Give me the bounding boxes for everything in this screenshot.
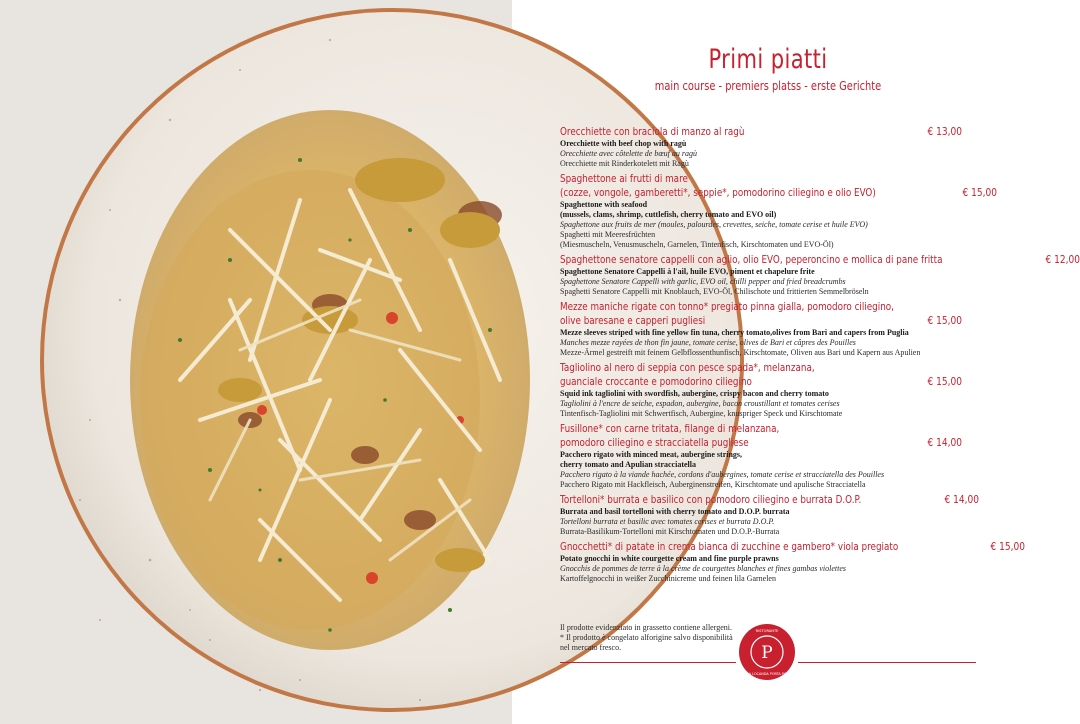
dish-desc-fr: Spaghettone aux fruits de mer (moules, palourdes, crevettes, seiche, tomate cerise et huile EVO) (560, 220, 868, 229)
dish-desc-de: (Miesmuscheln, Venusmuscheln, Garnelen, Tintenfisch, Kirschtomaten und EVO-Öl) (560, 240, 834, 249)
dish-desc-fr: Manches mezze rayées de thon fin jaune, tomate cerise, olives de Bari et câpres des Pouilles (560, 338, 856, 347)
dish-name: Fusillone* con carne tritata, filange di melanzana, (560, 422, 780, 435)
dish-name-row (560, 125, 962, 139)
dish-item (560, 422, 962, 490)
dish-desc-en: (mussels, clams, shrimp, cuttlefish, cherry tomato and EVO oil) (560, 210, 777, 219)
note-line: Il prodotte evidenziato in grassetto contiene allergeni. (560, 623, 733, 632)
dish-price: € 14,00 (927, 436, 962, 449)
logo-text-top: RISTORANTE (755, 629, 779, 633)
dish-price: € 13,00 (927, 125, 962, 138)
dish-desc-fr: Tortelloni burrata et basilic avec tomates cerises et burrata D.O.P. (560, 517, 775, 526)
dish-name-row (560, 422, 962, 436)
footer-rule-right (798, 662, 976, 663)
dish-desc-de: Tintenfisch-Tagliolini mit Schwertfisch, Aubergine, knuspriger Speck und Kirschtomate (560, 409, 843, 418)
logo-monogram: P (761, 643, 773, 663)
dish-name-row (560, 493, 979, 507)
dish-name-cont: pomodoro ciliegino e stracciatella pugliese (560, 436, 749, 449)
dish-desc-de: Pacchero Rigato mit Hackfleisch, Auberginenstreifen, Kirschtomate und apulische Stracciatella (560, 480, 866, 489)
allergen-notes (560, 623, 733, 653)
dish-desc-fr: Tagliolini à l'encre de seiche, espadon, aubergine, bacon croustillant et tomates cerises (560, 399, 840, 408)
page-subtitle: main course - premiers platss - erste Gerichte (654, 79, 882, 93)
dish-desc-en: Pacchero rigato with minced meat, aubergine strings, (560, 450, 743, 459)
dish-name-row (560, 186, 997, 200)
dish-name: Gnocchetti* di patate in crema bianca di zucchine e gambero* viola pregiato (560, 540, 899, 553)
dish-desc-en: Burrata and basil tortelloni with cherry tomato and D.O.P. burrata (560, 507, 790, 516)
menu-page (512, 0, 1080, 724)
dish-name: Tortelloni* burrata e basilico con pomodoro ciliegino e burrata D.O.P. (560, 493, 862, 506)
dish-desc-en: cherry tomato and Apulian stracciatella (560, 460, 696, 469)
dish-name-cont: guanciale croccante e pomodorino ciliegino (560, 375, 752, 388)
dish-name: Spaghettone senatore cappelli con aglio, olio EVO, peperoncino e mollica di pane fritta (560, 253, 943, 266)
dish-desc-en: Potato gnocchi in white courgette cream and fine purple prawns (560, 554, 779, 563)
dish-name-row (560, 172, 962, 186)
dish-name: Mezze maniche rigate con tonno* pregiato pinna gialla, pomodoro ciliegino, (560, 300, 894, 313)
dish-name-row (560, 253, 1080, 267)
dish-desc-fr: Spaghettone Senatore Cappelli with garlic, EVO oil, chilli pepper and fried breadcrumbs (560, 277, 846, 286)
dish-desc-de: Spaghetti mit Meeresfrüchten (560, 230, 656, 239)
dish-desc-de: Burrata-Basilikum-Tortelloni mit Kirschtomaten und D.O.P.-Burrata (560, 527, 780, 536)
dish-item (560, 361, 962, 419)
dish-price: € 15,00 (990, 540, 1025, 553)
footer-rule-left (560, 662, 736, 663)
note-line: * Il prodotto è congelato alforigine salvo disponibilità (560, 633, 733, 642)
dish-name-row (560, 300, 962, 314)
dish-desc-en: Mezze sleeves striped with fine yellow fin tuna, cherry tomato,olives from Bari and capers from Puglia (560, 328, 909, 337)
page-title: Primi piatti (708, 44, 828, 75)
dish-desc-en: Spaghettone Senatore Cappelli à l'ail, huile EVO, piment et chapelure frite (560, 267, 815, 276)
dish-name: Tagliolino al nero di seppia con pesce spada*, melanzana, (560, 361, 815, 374)
dish-name-row (560, 375, 962, 389)
dish-name-cont: (cozze, vongole, gamberetti*, seppie*, pomodorino ciliegino e olio EVO) (560, 186, 876, 199)
dish-name-row (560, 361, 962, 375)
restaurant-logo (738, 623, 796, 681)
dish-list (560, 125, 1080, 587)
dish-item (560, 172, 997, 250)
dish-photo (0, 0, 512, 724)
dish-price: € 12,00 (1045, 253, 1080, 266)
dish-desc-de: Kartoffelgnocchi in weißer Zucchinicreme und feinen lila Garnelen (560, 574, 776, 583)
dish-desc-de: Mezze-Ärmel gestreift mit feinem Gelbflossenthunfisch, Kirschtomate, Oliven aus Bari und Kapern aus Apulien (560, 348, 921, 357)
dish-item (560, 125, 962, 169)
dish-desc-fr: Orecchiette avec côtelette de bœuf au ragù (560, 149, 697, 158)
dish-name-cont: olive baresane e capperi pugliesi (560, 314, 706, 327)
note-line: nel mercato fresco. (560, 643, 622, 652)
dish-desc-de: Spaghetti Senatore Cappelli mit Knoblauch, EVO-Öl, Chilischote und frittierten Semmelbröseln (560, 287, 869, 296)
dish-desc-en: Spaghettone with seafood (560, 200, 648, 209)
dish-price: € 15,00 (927, 375, 962, 388)
dish-name: Spaghettone ai frutti di mare (560, 172, 688, 185)
dish-desc-fr: Gnocchis de pommes de terre à la crème de courgettes blanches et fines gambas violettes (560, 564, 846, 573)
dish-desc-en: Squid ink tagliolini with swordfish, aubergine, crispy bacon and cherry tomato (560, 389, 829, 398)
pasta-plate-image (0, 0, 512, 724)
dish-item (560, 493, 979, 537)
dish-name-row (560, 436, 962, 450)
dish-desc-en: Orecchiette with beef chop with ragù (560, 139, 687, 148)
dish-name-row (560, 540, 1025, 554)
dish-desc-de: Orecchiette mit Rinderkotelett mit Ragù (560, 159, 689, 168)
dish-item (560, 540, 1025, 584)
dish-price: € 14,00 (944, 493, 979, 506)
dish-price: € 15,00 (962, 186, 997, 199)
dish-price: € 15,00 (927, 314, 962, 327)
dish-name-row (560, 314, 962, 328)
dish-name: Orecchiette con braciola di manzo al ragù (560, 125, 745, 138)
dish-desc-fr: Pacchero rigato à la viande hachée, cordons d'aubergines, tomate cerise et stracciatella des Pouilles (560, 470, 885, 479)
logo-text-bottom: LA LOCANDA PORTA PIA (746, 672, 788, 676)
dish-item (560, 253, 1080, 297)
dish-item (560, 300, 962, 358)
